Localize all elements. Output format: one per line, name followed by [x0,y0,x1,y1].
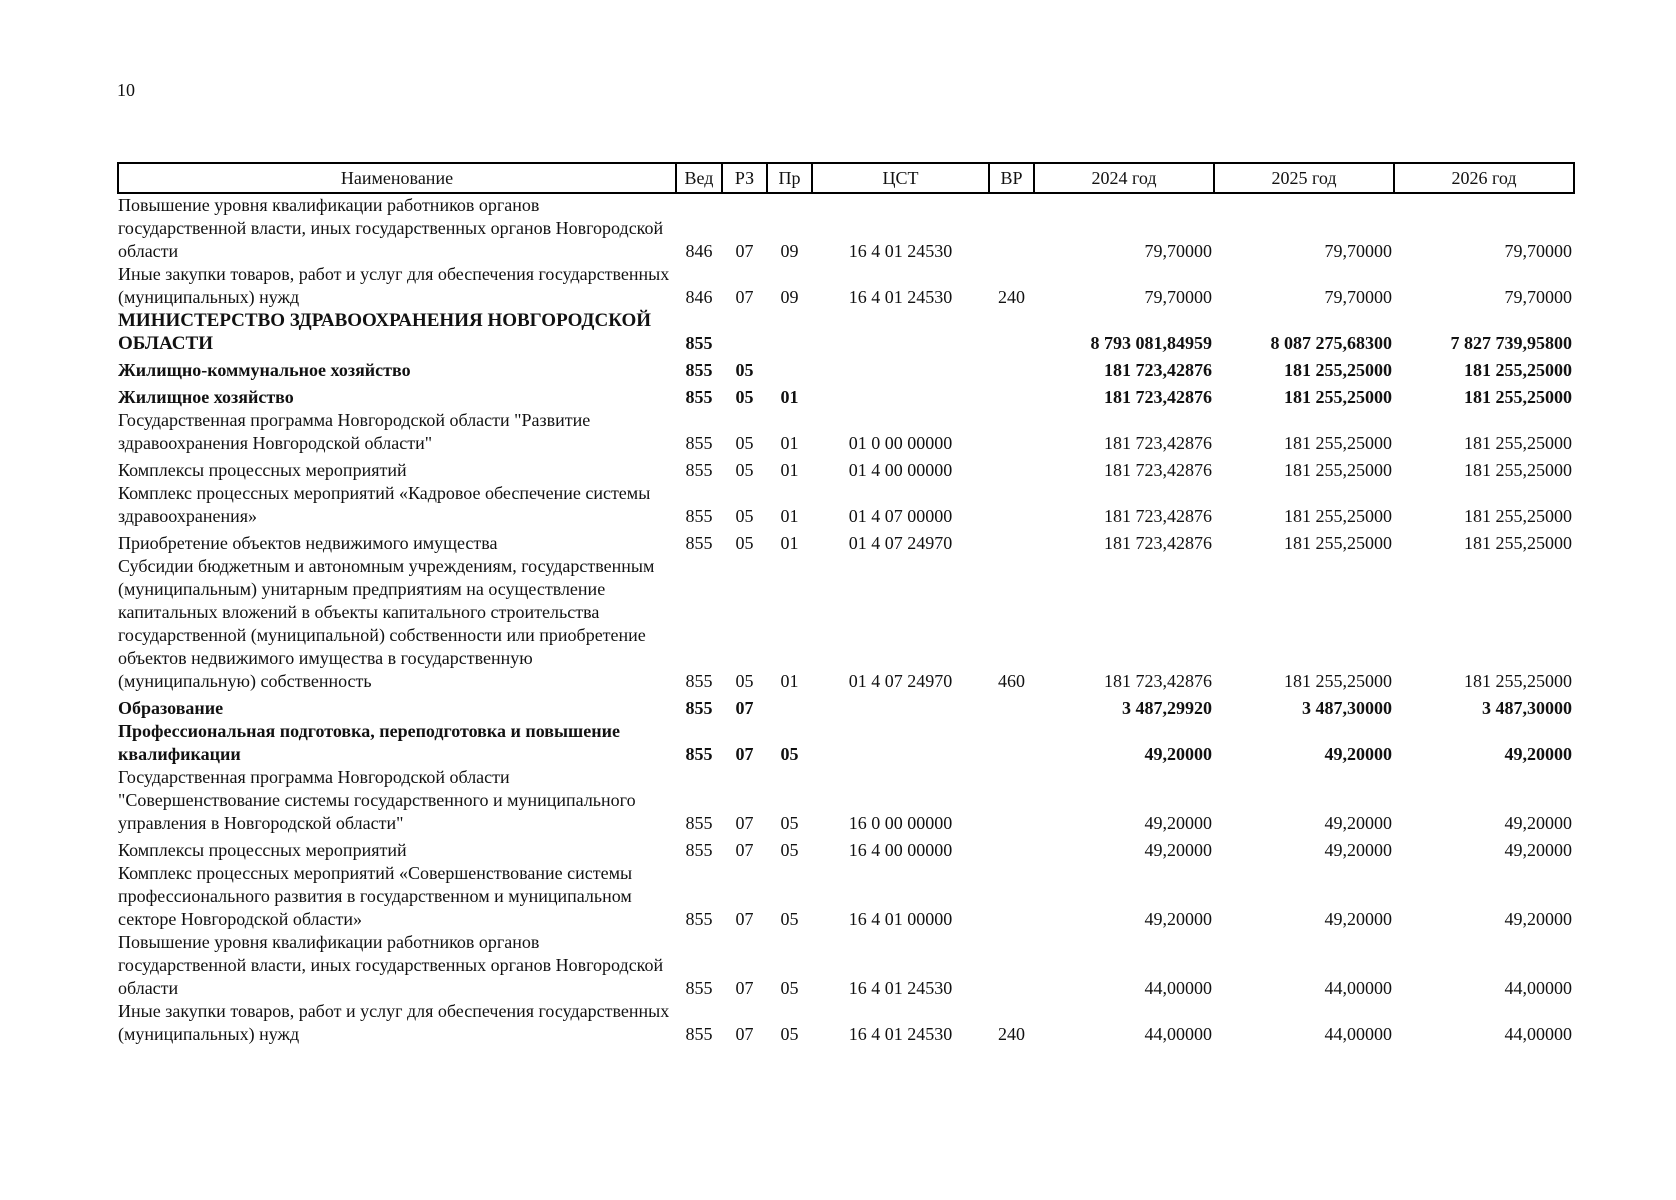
row-vr [989,355,1034,382]
row-pr: 05 [780,813,799,833]
row-cst [812,309,989,355]
row-rz: 07 [735,813,754,833]
row-name: Иные закупки товаров, работ и услуг для обеспечения государственных (муниципальных) нужд [118,264,670,307]
row-2024: 181 723,42876 [1104,460,1212,480]
row-ved: 855 [685,698,713,718]
table-row [118,355,1574,382]
row-vr [989,862,1034,931]
row-vr [989,309,1034,355]
col-header-2025: 2025 год [1214,163,1394,193]
table-header-row [118,163,1574,193]
row-vr [989,455,1034,482]
row-name: Комплекс процессных мероприятий «Кадровое обеспечение системы здравоохранения» [118,483,651,526]
page-number: 10 [117,80,135,100]
col-header-2026: 2026 год [1394,163,1574,193]
row-name: Жилищное хозяйство [118,387,294,407]
row-2026: 44,00000 [1504,978,1572,998]
row-cst: 01 4 07 00000 [848,506,953,526]
row-ved: 855 [685,387,713,407]
row-cst: 16 4 01 24530 [848,287,953,307]
row-2024: 79,70000 [1144,241,1212,261]
row-ved: 855 [685,333,713,353]
table-row [118,931,1574,1000]
row-vr [989,482,1034,528]
row-name: Иные закупки товаров, работ и услуг для обеспечения государственных (муниципальных) нужд [118,1001,670,1044]
row-2024: 181 723,42876 [1104,506,1212,526]
row-rz: 05 [735,387,754,407]
row-2024: 49,20000 [1144,813,1212,833]
row-name: Государственная программа Новгородской области "Совершенствование системы государственного и муниципального управления в Новгородской области" [118,767,636,833]
row-2025: 3 487,30000 [1302,698,1392,718]
row-2025: 181 255,25000 [1284,533,1392,553]
row-pr [767,355,812,382]
row-vr [989,720,1034,766]
row-2024: 79,70000 [1144,287,1212,307]
row-2025: 44,00000 [1324,1024,1392,1044]
row-cst: 01 0 00 00000 [848,433,953,453]
budget-table [117,162,1575,1046]
row-rz: 07 [735,698,754,718]
row-2025: 181 255,25000 [1284,433,1392,453]
row-name: Приобретение объектов недвижимого имущества [118,533,498,553]
table-row [118,555,1574,693]
row-name: Комплексы процессных мероприятий [118,460,407,480]
table-row [118,766,1574,835]
col-header-pr: Пр [767,163,812,193]
row-2024: 181 723,42876 [1104,433,1212,453]
row-2025: 181 255,25000 [1284,360,1392,380]
row-name: Образование [118,698,224,718]
row-name: Государственная программа Новгородской области "Развитие здравоохранения Новгородской области" [118,410,591,453]
row-ved: 855 [685,671,713,691]
row-rz: 07 [735,744,754,764]
row-cst: 01 4 07 24970 [848,671,953,691]
row-2025: 49,20000 [1324,813,1392,833]
row-cst: 16 4 01 00000 [848,909,953,929]
row-name: Повышение уровня квалификации работников органов государственной власти, иных государственных органов Новгородской области [118,195,664,261]
row-cst: 01 4 00 00000 [848,460,953,480]
row-2024: 44,00000 [1144,978,1212,998]
row-rz: 05 [735,360,754,380]
row-ved: 855 [685,1024,713,1044]
col-header-name: Наименование [118,163,676,193]
row-pr: 01 [780,671,799,691]
row-cst: 16 4 01 24530 [848,978,953,998]
row-name: Комплексы процессных мероприятий [118,840,407,860]
row-2024: 8 793 081,84959 [1090,333,1212,353]
row-2026: 181 255,25000 [1464,506,1572,526]
row-2026: 79,70000 [1504,241,1572,261]
row-ved: 855 [685,433,713,453]
row-vr [989,766,1034,835]
row-2024: 181 723,42876 [1104,387,1212,407]
row-pr: 05 [780,840,799,860]
table-row [118,309,1574,355]
row-pr: 01 [780,506,799,526]
row-2025: 49,20000 [1324,840,1392,860]
row-vr [989,409,1034,455]
row-2025: 8 087 275,68300 [1270,333,1392,353]
row-2026: 181 255,25000 [1464,460,1572,480]
row-rz: 05 [735,533,754,553]
row-ved: 855 [685,978,713,998]
row-name: Профессиональная подготовка, переподготовка и повышение квалификации [118,721,620,764]
row-cst [812,720,989,766]
row-2025: 79,70000 [1324,241,1392,261]
row-rz: 05 [735,671,754,691]
table-row [118,1000,1574,1046]
row-2025: 79,70000 [1324,287,1392,307]
col-header-cst: ЦСТ [812,163,989,193]
row-vr: 460 [998,671,1025,691]
row-vr [989,382,1034,409]
row-2025: 44,00000 [1324,978,1392,998]
row-2026: 49,20000 [1504,744,1572,764]
table-row [118,193,1574,263]
row-pr [767,309,812,355]
row-rz: 07 [735,909,754,929]
row-ved: 855 [685,744,713,764]
row-name: МИНИСТЕРСТВО ЗДРАВООХРАНЕНИЯ НОВГОРОДСКОЙ ОБЛАСТИ [118,310,652,354]
row-cst [812,355,989,382]
row-2025: 181 255,25000 [1284,506,1392,526]
row-2026: 49,20000 [1504,840,1572,860]
row-cst: 16 4 00 00000 [848,840,953,860]
row-2024: 49,20000 [1144,744,1212,764]
table-row [118,409,1574,455]
table-row [118,263,1574,309]
row-vr: 240 [998,1024,1025,1044]
row-pr: 09 [780,241,799,261]
row-2025: 181 255,25000 [1284,671,1392,691]
row-ved: 855 [685,360,713,380]
row-2025: 49,20000 [1324,909,1392,929]
row-vr [989,193,1034,263]
row-ved: 855 [685,533,713,553]
row-rz: 07 [735,287,754,307]
row-vr [989,528,1034,555]
row-2024: 181 723,42876 [1104,533,1212,553]
row-pr: 05 [780,978,799,998]
row-name: Повышение уровня квалификации работников органов государственной власти, иных государственных органов Новгородской области [118,932,664,998]
row-rz: 07 [735,241,754,261]
table-row [118,482,1574,528]
table-row [118,382,1574,409]
table-row [118,528,1574,555]
row-rz: 05 [735,506,754,526]
row-pr: 01 [780,460,799,480]
row-2026: 79,70000 [1504,287,1572,307]
row-pr: 05 [780,1024,799,1044]
row-2026: 181 255,25000 [1464,533,1572,553]
col-header-2024: 2024 год [1034,163,1214,193]
col-header-ved: Вед [676,163,722,193]
row-2024: 49,20000 [1144,840,1212,860]
row-cst: 01 4 07 24970 [848,533,953,553]
row-2024: 181 723,42876 [1104,671,1212,691]
row-cst [812,382,989,409]
row-2024: 181 723,42876 [1104,360,1212,380]
row-2025: 49,20000 [1324,744,1392,764]
row-ved: 855 [685,460,713,480]
row-2026: 49,20000 [1504,909,1572,929]
table-row [118,455,1574,482]
row-vr [989,835,1034,862]
row-pr: 05 [780,744,799,764]
row-2026: 44,00000 [1504,1024,1572,1044]
row-rz: 07 [735,1024,754,1044]
row-2026: 7 827 739,95800 [1450,333,1572,353]
row-2026: 181 255,25000 [1464,671,1572,691]
row-rz: 07 [735,978,754,998]
row-name: Субсидии бюджетным и автономным учреждениям, государственным (муниципальным) унитарным предприятиям на осуществление капитальных вложений в объекты капитального строительства государственной (муниципальной) собственности или приобретение объектов недвижимого имущества в государственную (муниципальную) собственность [118,556,655,691]
row-pr: 01 [780,387,799,407]
row-name: Комплекс процессных мероприятий «Совершенствование системы профессионального развития в государственном и муниципальном секторе Новгородской области» [118,863,633,929]
row-2024: 49,20000 [1144,909,1212,929]
row-pr: 01 [780,433,799,453]
row-2025: 181 255,25000 [1284,460,1392,480]
row-rz: 05 [735,433,754,453]
row-2024: 44,00000 [1144,1024,1212,1044]
row-ved: 846 [685,241,713,261]
row-pr [767,693,812,720]
row-2024: 3 487,29920 [1122,698,1212,718]
row-ved: 855 [685,506,713,526]
row-cst: 16 4 01 24530 [848,241,953,261]
row-vr: 240 [998,287,1025,307]
table-row [118,693,1574,720]
row-cst: 16 0 00 00000 [848,813,953,833]
row-ved: 855 [685,909,713,929]
row-2026: 181 255,25000 [1464,360,1572,380]
row-2026: 181 255,25000 [1464,387,1572,407]
row-pr: 05 [780,909,799,929]
row-ved: 855 [685,813,713,833]
table-row [118,835,1574,862]
table-row [118,720,1574,766]
row-vr [989,693,1034,720]
row-rz: 07 [735,840,754,860]
row-ved: 855 [685,840,713,860]
row-vr [989,931,1034,1000]
row-2026: 3 487,30000 [1482,698,1572,718]
row-pr: 01 [780,533,799,553]
row-pr: 09 [780,287,799,307]
table-row [118,862,1574,931]
col-header-vr: ВР [989,163,1034,193]
row-2026: 181 255,25000 [1464,433,1572,453]
row-name: Жилищно-коммунальное хозяйство [118,360,411,380]
row-rz [722,309,767,355]
row-2026: 49,20000 [1504,813,1572,833]
col-header-rz: РЗ [722,163,767,193]
row-rz: 05 [735,460,754,480]
row-cst [812,693,989,720]
row-cst: 16 4 01 24530 [848,1024,953,1044]
row-ved: 846 [685,287,713,307]
row-2025: 181 255,25000 [1284,387,1392,407]
